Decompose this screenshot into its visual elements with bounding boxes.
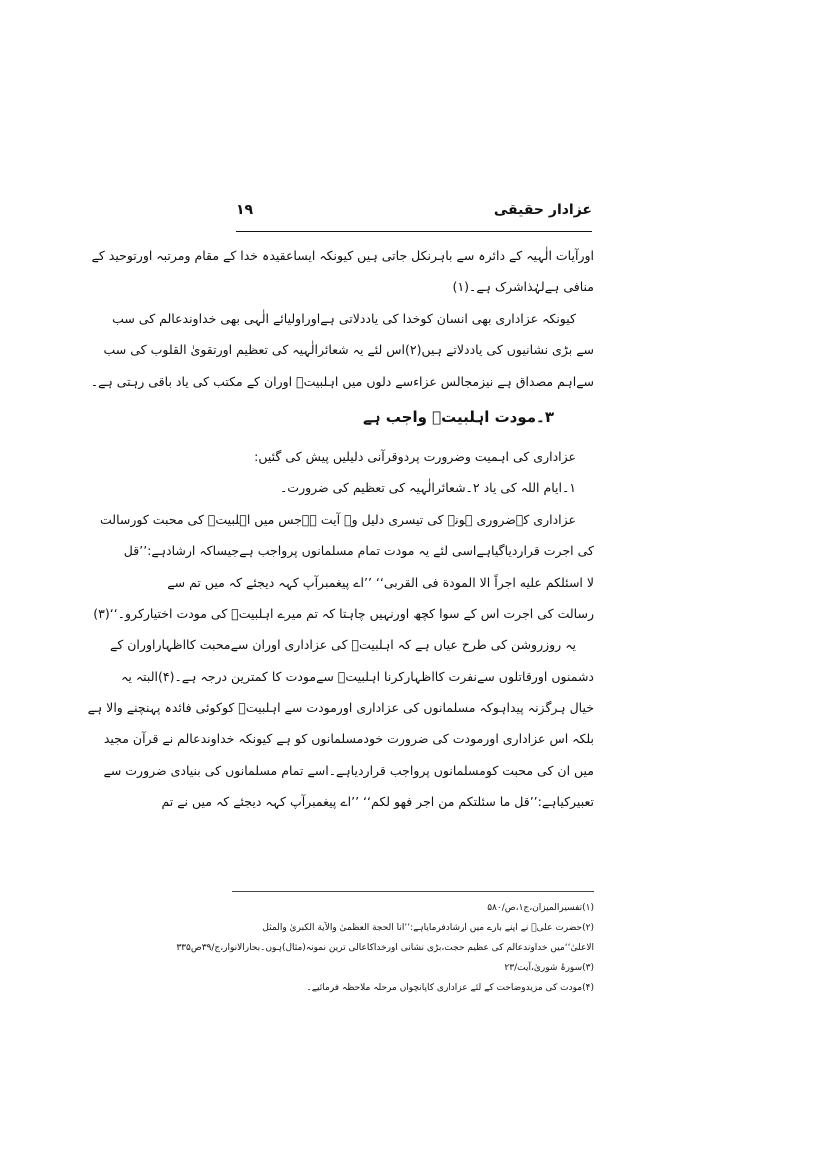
body-line: ۱۔ایام اللہ کی یاد ۲۔شعائرالٰہیہ کی تعظیم کی ضرورت۔ (279, 480, 576, 496)
body-line: خیال ہرگزنہ پیداہوکہ مسلمانوں کی عزاداری اورمودت سے اہلبیتؑ کوکوئی فائدہ پہنچنے والا ہے (87, 700, 594, 716)
body-line: لا اسئلکم علیه اجراً الا المودة فی القربی‘‘ ’’اے پیغمبرآپ کہہ دیجئے کہ میں تم سے (167, 574, 594, 590)
body-line: کی اجرت قراردیاگیاہےاسی لئے یہ مودت تمام مسلمانوں پرواجب ہےجیساکہ ارشادہے:’’قل (123, 543, 594, 559)
footnote: (۴)مودت کی مزیدوضاحت کے لئے عزاداری کاپانچواں مرحلہ ملاحظہ فرمائیے۔ (306, 983, 594, 993)
footnote-rule (232, 891, 594, 892)
body-line: تعبیرکیاہے:’’قل ما سئلتکم من اجر فهو لکم‘‘ ’’اے پیغمبرآپ کہہ دیجئے کہ میں نے تم (161, 794, 594, 810)
footnote: (۳)سورۂ شوریٰ،آیت/۲۳ (504, 963, 594, 973)
body-line: سے بڑی نشانیوں کی یاددلاتے ہیں(۲)اس لئے یہ شعائرالٰہیہ کی تعظیم اورتقویٰ القلوب کی سب (103, 342, 594, 358)
body-line: یہ روزروشن کی طرح عیاں ہے کہ اہلبیتؑ کی عزاداری اوران سےمحبت کااظہاراوران کے (110, 637, 576, 653)
body-line: سےاہم مصداق ہے نیزمجالس عزاءسے دلوں میں اہلبیتؑ اوران کے مکتب کی یاد باقی رہتی ہے۔ (90, 373, 594, 389)
body-line: عزاداری کی اہمیت وضرورت پردوقرآنی دلیلیں پیش کی گئیں: (254, 448, 576, 464)
body-text (87, 240, 594, 818)
body-line: بلکہ اس عزاداری اورمودت کی ضرورت خودمسلمانوں کو ہے کیونکہ خداوندعالم نے قرآن مجید (103, 731, 594, 747)
body-line: اورآیات الٰہیہ کے دائرہ سے باہرنکل جاتی ہیں کیونکہ ایساعقیدہ خدا کے مقام ومرتبہ اورتوحید کے (91, 248, 594, 263)
body-line: کیونکہ عزاداری بھی انسان کوخدا کی یاددلاتی ہےاوراولیائے الٰہی بھی خداوندعالم کی سب (112, 310, 576, 326)
header-rule (236, 231, 592, 232)
body-line: دشمنوں اورقاتلوں سےنفرت کااظہارکرنا اہلبیتؑ سےمودت کا کمترین درجہ ہے۔(۴)البتہ یہ (121, 668, 594, 684)
body-line: رسالت کی اجرت اس کے سوا کچھ اورنہیں چاہتا کہ تم میرے اہلبیتؑ کی مودت اختیارکرو۔‘‘(۳) (93, 605, 594, 621)
footnote: (۲)حضرت علیؑ نے اپنے بارے میں ارشادفرمایاہے:’’انا الحجة العظمیٰ والآية الکبریٰ والمثل (262, 923, 594, 933)
body-line: میں ان کی محبت کومسلمانوں پرواجب قراردیاہے۔اسے تمام مسلمانوں کی بنیادی ضرورت سے (103, 762, 594, 778)
footnote: (۱)تفسیرالمیزان،ج۱،ص/۵۸۰ (487, 903, 594, 913)
section-heading: ۳۔مودت اہلبیتؑ واجب ہے (363, 407, 554, 426)
footnotes (176, 898, 594, 998)
page-number: ۱۹ (236, 202, 254, 218)
running-header (236, 202, 592, 228)
footnote: الاعلیٰ‘‘میں خداوندعالم کی عظیم حجت،بڑی نشانی اورخداکاعالی ترین نمونہ(مثال)ہوں۔بحارالانوار،ج/۳۹ص۳۳۵ (176, 943, 594, 953)
header-title: عزادار حقیقی (493, 202, 592, 218)
body-line: عزاداری کےضروری ہونے کی تیسری دلیل وہ آیت ہےجس میں اہلبیتؑ کی محبت کورسالت (99, 511, 576, 527)
body-line: منافی ہےلہٰذاشرک ہے۔(۱) (452, 279, 594, 295)
